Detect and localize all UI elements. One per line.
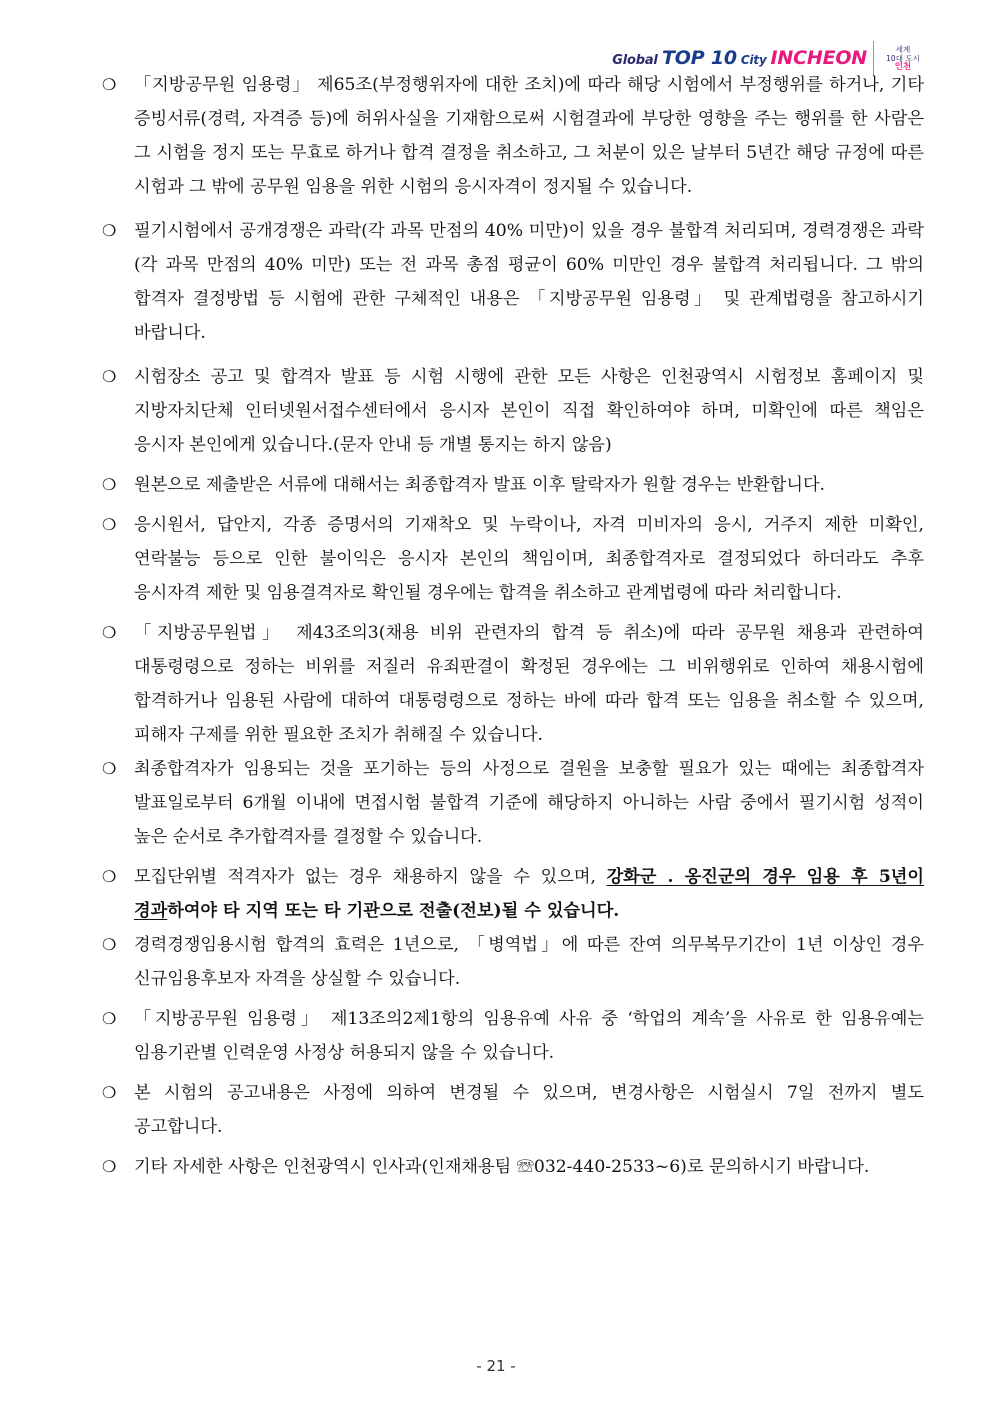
- item-text: 모집단위별 적격자가 없는 경우 채용하지 않을 수 있으며,: [134, 867, 607, 887]
- list-item: [100, 616, 924, 752]
- bold-text: 하여야 타 지역 또는 타 기관으로 전출(전보)될 수 있습니다.: [167, 901, 620, 921]
- item-text: 기타 자세한 사항은 인천광역시 인사과(인재채용팀 ☏032-440-2533~6)로 문의하시기 바랍니다.: [134, 1157, 870, 1177]
- list-item: [100, 860, 924, 928]
- highlighted-text: 강화군 . 옹진군의 경우 임용 후 5년이 경과: [134, 867, 924, 921]
- bullet-icon: ❍: [102, 759, 117, 778]
- item-text: 「지방공무원 임용령」 제13조의2제1항의 임용유예 사유 중 ‘학업의 계속’을 사유로 한 임용유예는 임용기관별 인력운영 사정상 허용되지 않을 수 있습니다.: [134, 1009, 924, 1063]
- bullet-icon: ❍: [102, 867, 117, 886]
- item-text: 「지방공무원 임용령」 제65조(부정행위자에 대한 조치)에 따라 해당 시험에서 부정행위를 하거나, 기타 증빙서류(경력, 자격증 등)에 허위사실을 기재함으로써 시험결과에 부당한 영향을 주는 행위를 한 사람은 그 시험을 정지 또는 무효로 하거나 합격 결정을 취소하고, 그 처분이 있은 날부터 5년간 해당 규정에 따른 시험과 그 밖에 공무원 임용을 위한 시험의 응시자격이 정지될 수 있습니다.: [134, 75, 924, 197]
- bullet-icon: ❍: [102, 1083, 117, 1102]
- bullet-icon: ❍: [102, 623, 117, 642]
- item-text: 경력경쟁임용시험 합격의 효력은 1년으로, 「병역법」에 따른 잔여 의무복무기간이 1년 이상인 경우 신규임용후보자 자격을 상실할 수 있습니다.: [134, 935, 924, 989]
- list-item: [100, 1076, 924, 1144]
- item-text: 필기시험에서 공개경쟁은 과락(각 과목 만점의 40% 미만)이 있을 경우 불합격 처리되며, 경력경쟁은 과락(각 과목 만점의 40% 미만) 또는 전 과목 총점 평균이 60% 미만인 경우 불합격 처리됩니다. 그 밖의 합격자 결정방법 등 시험에 관한 구체적인 내용은 「지방공무원 임용령」 및 관계법령을 참고하시기 바랍니다.: [134, 221, 924, 343]
- bullet-icon: ❍: [102, 1157, 117, 1176]
- item-text: 시험장소 공고 및 합격자 발표 등 시험 시행에 관한 모든 사항은 인천광역시 시험정보 홈페이지 및 지방자치단체 인터넷원서접수센터에서 응시자 본인이 직접 확인하여야 하며, 미확인에 따른 책임은 응시자 본인에게 있습니다.(문자 안내 등 개별 통지는 하지 않음): [134, 367, 924, 455]
- list-item: [100, 928, 924, 996]
- page-number: - 21 -: [476, 1357, 516, 1375]
- bullet-icon: ❍: [102, 367, 117, 386]
- list-item: [100, 468, 924, 502]
- bullet-icon: ❍: [102, 475, 117, 494]
- bullet-icon: ❍: [102, 935, 117, 954]
- logo-badge: 세계 10대 도시 인천: [873, 41, 926, 75]
- logo-wordmark: Global TOP 10 City INCHEON: [612, 47, 867, 69]
- list-item: [100, 360, 924, 462]
- bullet-icon: ❍: [102, 75, 117, 94]
- list-item: [100, 68, 924, 204]
- bullet-icon: ❍: [102, 221, 117, 240]
- item-text: 원본으로 제출받은 서류에 대해서는 최종합격자 발표 이후 탈락자가 원할 경우는 반환합니다.: [134, 475, 826, 495]
- list-item: [100, 508, 924, 610]
- list-item: [100, 214, 924, 350]
- bullet-icon: ❍: [102, 515, 117, 534]
- bullet-icon: ❍: [102, 1009, 117, 1028]
- item-text: 최종합격자가 임용되는 것을 포기하는 등의 사정으로 결원을 보충할 필요가 있는 때에는 최종합격자 발표일로부터 6개월 이내에 면접시험 불합격 기준에 해당하지 아니하는 사람 중에서 필기시험 성적이 높은 순서로 추가합격자를 결정할 수 있습니다.: [134, 759, 924, 847]
- list-item: [100, 1150, 924, 1184]
- item-text: 본 시험의 공고내용은 사정에 의하여 변경될 수 있으며, 변경사항은 시험실시 7일 전까지 별도 공고합니다.: [134, 1083, 924, 1137]
- notice-list: [100, 68, 924, 1190]
- list-item: [100, 752, 924, 854]
- item-text: 「지방공무원법」 제43조의3(채용 비위 관련자의 합격 등 취소)에 따라 공무원 채용과 관련하여 대통령령으로 정하는 비위를 저질러 유죄판결이 확정된 경우에는 그 비위행위로 인하여 채용시험에 합격하거나 임용된 사람에 대하여 대통령령으로 정하는 바에 따라 합격 또는 임용을 취소할 수 있으며, 피해자 구제를 위한 필요한 조치가 취해질 수 있습니다.: [134, 623, 924, 745]
- item-text: 응시원서, 답안지, 각종 증명서의 기재착오 및 누락이나, 자격 미비자의 응시, 거주지 제한 미확인, 연락불능 등으로 인한 불이익은 응시자 본인의 책임이며, 최종합격자로 결정되었다 하더라도 추후 응시자격 제한 및 임용결격자로 확인될 경우에는 합격을 취소하고 관계법령에 따라 처리합니다.: [134, 515, 924, 603]
- list-item: [100, 1002, 924, 1070]
